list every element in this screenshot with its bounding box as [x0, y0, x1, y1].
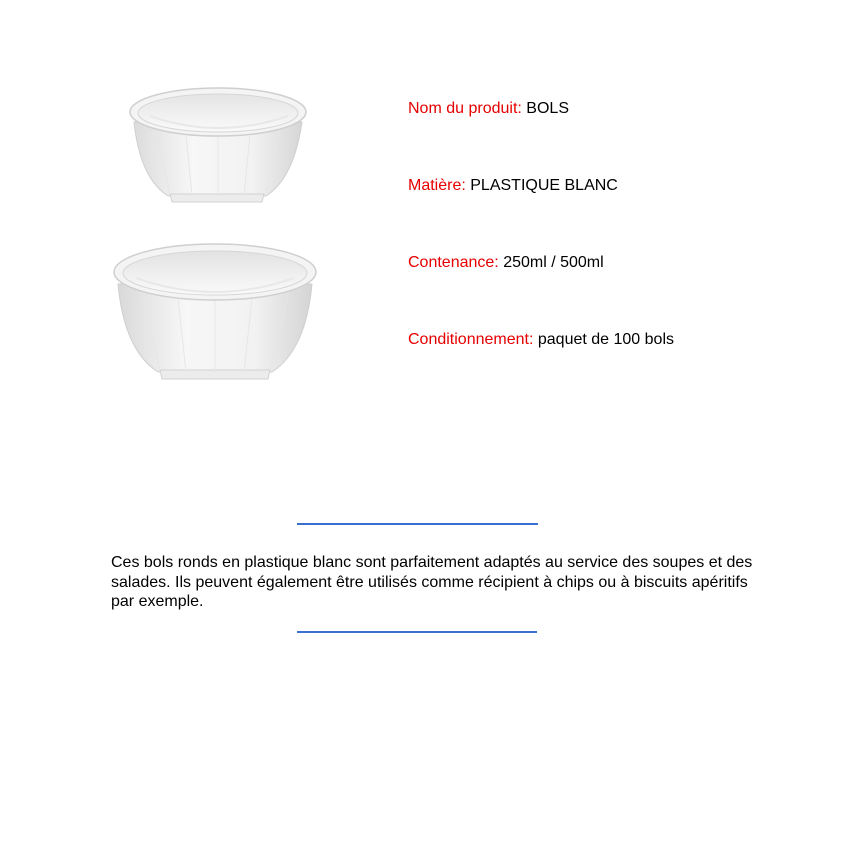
product-image-bowl-small: [126, 82, 310, 214]
spec-label: Nom du produit:: [408, 100, 522, 117]
spec-packaging: [408, 330, 674, 350]
spec-capacity: [408, 253, 604, 273]
product-image-bowl-large: [110, 238, 320, 390]
spec-label: Contenance:: [408, 254, 499, 271]
bowl-icon: [110, 238, 320, 390]
spec-value: paquet de 100 bols: [537, 331, 674, 348]
spec-value: PLASTIQUE BLANC: [470, 177, 618, 194]
spec-product-name: [408, 99, 569, 119]
spec-material: [408, 176, 618, 196]
bowl-icon: [126, 82, 310, 214]
spec-value: BOLS: [526, 100, 569, 117]
divider-bottom: [297, 631, 537, 633]
divider-top: [297, 523, 538, 525]
spec-label: Matière:: [408, 177, 466, 194]
product-description: Ces bols ronds en plastique blanc sont parfaitement adaptés au service des soupes et des salades. Ils peuvent également être utilisés comme récipient à chips ou à biscuits apéritifs par exemple.: [111, 554, 753, 610]
spec-label: Conditionnement:: [408, 331, 534, 348]
spec-value: 250ml / 500ml: [503, 254, 604, 271]
